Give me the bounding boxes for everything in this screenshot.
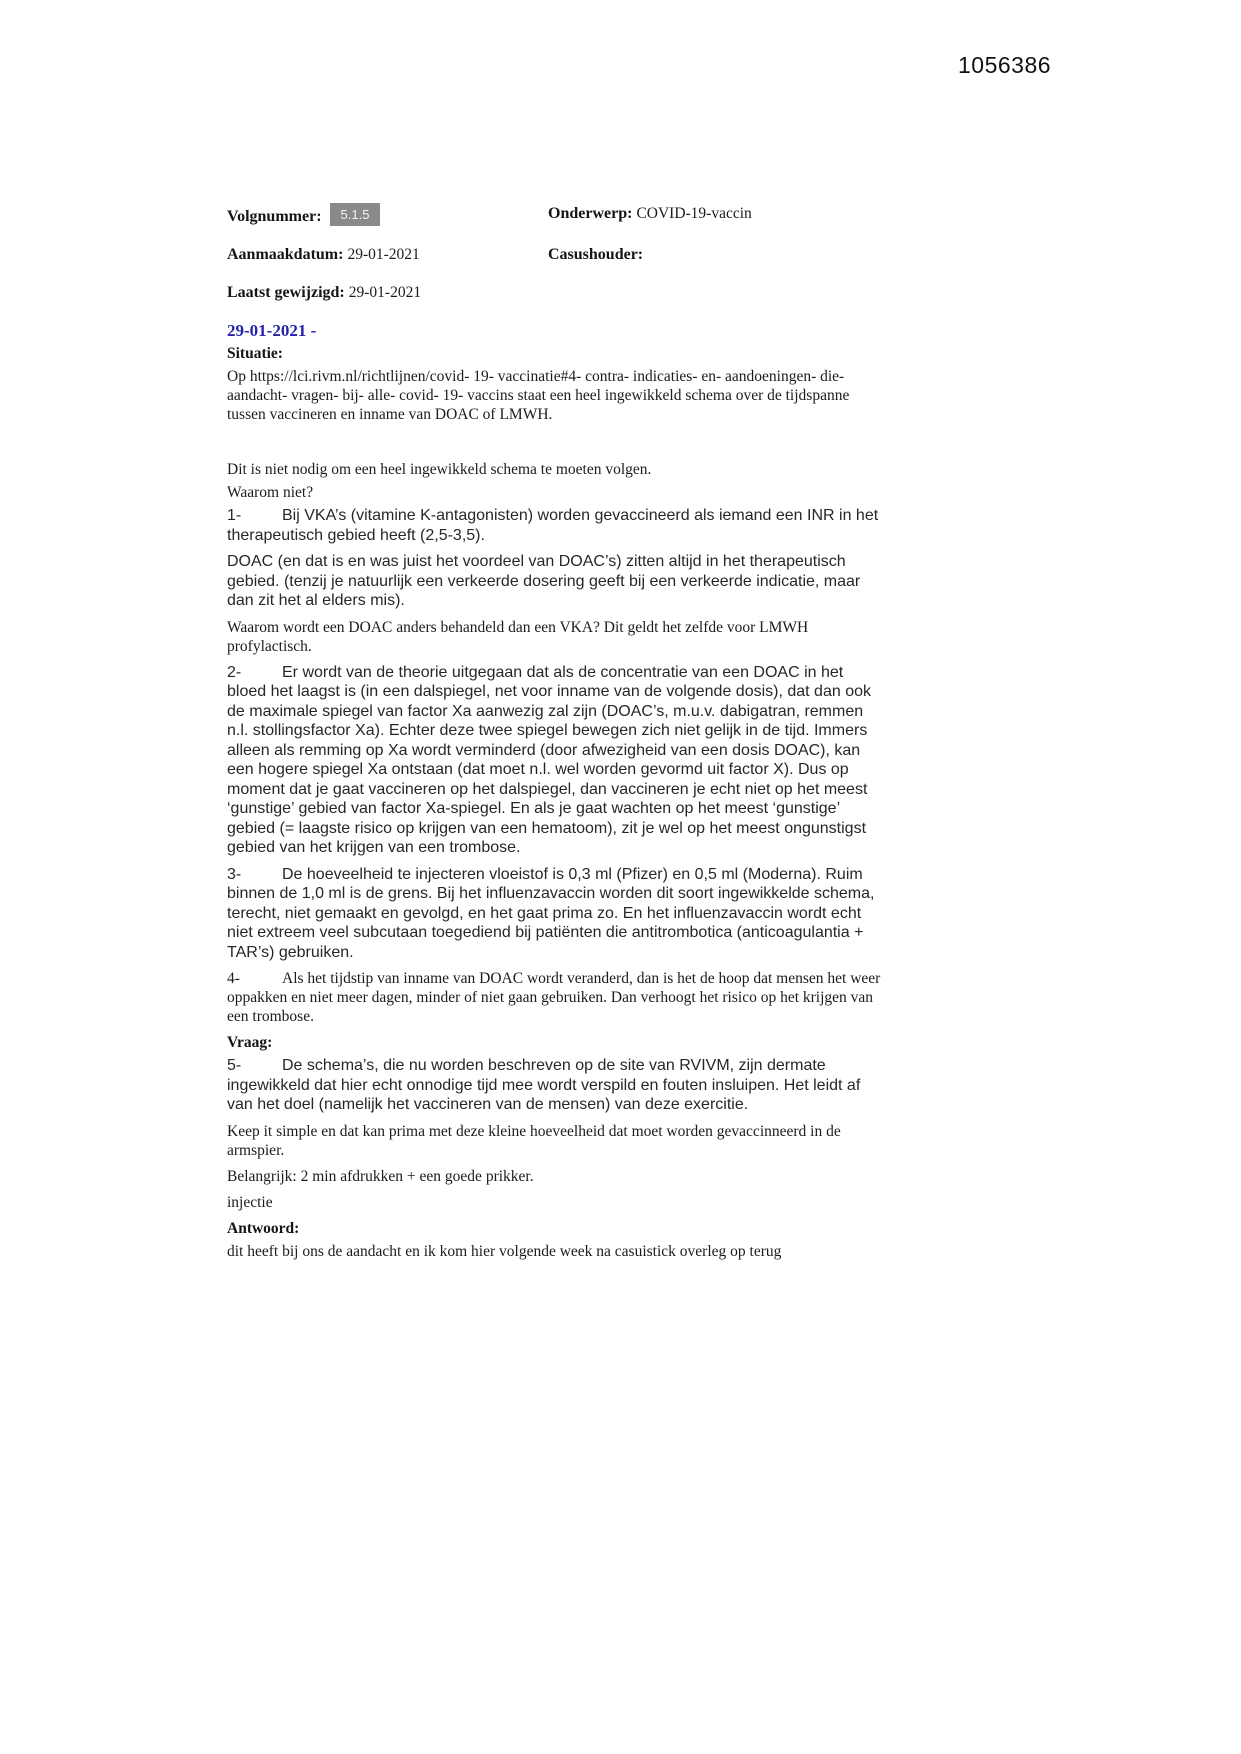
paragraph-text: Als het tijdstip van inname van DOAC wordt veranderd, dan is het de hoop dat mensen het weer oppakken en niet meer dagen, minder of niet gaan gebruiken. Dan verhoogt het risico op het krijgen van een trombose. <box>227 970 881 1025</box>
volgnummer-field <box>227 203 548 228</box>
aanmaakdatum-field <box>227 244 548 266</box>
paragraph-text: Keep it simple en dat kan prima met deze kleine hoeveelheid dat moet worden gevaccinneerd in de armspier. <box>227 1122 841 1159</box>
volgnummer-label: Volgnummer: <box>227 208 322 225</box>
paragraph-belangrijk <box>227 1167 885 1186</box>
laatst-gewijzigd-label: Laatst gewijzigd: <box>227 284 345 301</box>
entry-date-heading: 29-01-2021 - <box>227 321 317 340</box>
antwoord-heading: Antwoord: <box>227 1219 300 1237</box>
paragraph-text: Bij VKA’s (vitamine K-antagonisten) worden gevaccineerd als iemand een INR in het therapeutisch gebied heeft (2,5-3,5). <box>227 507 879 544</box>
paragraph-why-not <box>227 483 885 502</box>
onderwerp-label: Onderwerp: <box>548 205 633 222</box>
laatst-gewijzigd-field <box>227 282 548 304</box>
paragraph-point-5 <box>227 1056 885 1115</box>
list-number: 3- <box>227 865 242 883</box>
aanmaakdatum-label: Aanmaakdatum: <box>227 246 344 263</box>
doc-number: 1056386 <box>958 52 1052 78</box>
vraag-heading: Vraag: <box>227 1034 273 1051</box>
paragraph-keep-it-simple <box>227 1122 885 1160</box>
onderwerp-field <box>548 203 885 228</box>
paragraph-point-4 <box>227 969 885 1026</box>
paragraph-doac <box>227 552 885 611</box>
paragraph-text: De schema’s, die nu worden beschreven op de site van RVIVM, zijn dermate ingewikkeld dat hier echt onnodige tijd mee wordt verspild en fouten insluipen. Het leidt af van het doel (namelijk het vaccineren van de mensen) van deze exercitie. <box>227 1057 861 1113</box>
paragraph-text: Waarom niet? <box>227 484 314 501</box>
paragraph-point-2 <box>227 663 885 858</box>
document-body <box>227 203 885 1268</box>
paragraph-point-3 <box>227 865 885 963</box>
meta-row-2 <box>227 244 885 266</box>
casushouder-field <box>548 244 885 266</box>
paragraph-text: Waarom wordt een DOAC anders behandeld dan een VKA? Dit geldt het zelfde voor LMWH profylactisch. <box>227 618 809 655</box>
volgnummer-badge: 5.1.5 <box>330 203 381 226</box>
casushouder-label: Casushouder: <box>548 246 644 263</box>
paragraph-text: Belangrijk: 2 min afdrukken + een goede prikker. <box>227 1167 534 1185</box>
paragraph-point-1 <box>227 506 885 545</box>
paragraph-injectie <box>227 1193 885 1212</box>
situatie-heading: Situatie: <box>227 345 283 362</box>
list-number: 1- <box>227 507 242 524</box>
list-number: 4- <box>227 970 240 987</box>
list-number: 5- <box>227 1057 242 1074</box>
onderwerp-value: COVID-19-vaccin <box>636 205 752 222</box>
paragraph-text: Op https://lci.rivm.nl/richtlijnen/covid- 19- vaccinatie#4- contra- indicaties- en- aandoeningen- die-aandacht- vragen- bij- alle- covid- 19- vaccins staat een heel ingewikkeld schema over de tijdspanne tussen vaccineren en inname van DOAC of LMWH. <box>227 368 850 423</box>
list-number: 2- <box>227 663 242 681</box>
paragraph-why-different <box>227 618 885 656</box>
paragraph-text: Er wordt van de theorie uitgegaan dat als de concentratie van een DOAC in het bloed het laagst is (in een dalspiegel, net voor inname van de volgende dosis), dat dan ook de maximale spiegel van factor Xa aanwezig zal zijn (DOAC’s, m.u.v. dabigatran, remmen n.l. stollingsfactor Xa). Echter deze twee spiegel bewegen zich niet gelijk in de tijd. Immers alleen als remming op Xa wordt verminderd (door afwezigheid van een dosis DOAC), kan een hogere spiegel Xa ontstaan (dat moet n.l. wel worden gevormd uit factor X). Dus op moment dat je gaat vaccineren op het dalspiegel, dan vaccineren je echt niet op het meest ‘gunstige’ gebied van factor Xa-spiegel. En als je gaat wachten op het meest ‘gunstige’ gebied (= laagste risico op krijgen van een hematoom), zit je wel op het meest ongunstigst gebied van het krijgen van een trombose. <box>227 663 871 856</box>
paragraph-antwoord <box>227 1242 885 1261</box>
paragraph-text: Dit is niet nodig om een heel ingewikkeld schema te moeten volgen. <box>227 461 652 478</box>
meta-row-3 <box>227 282 885 304</box>
paragraph-text: dit heeft bij ons de aandacht en ik kom hier volgende week na casuistick overleg op terug <box>227 1242 782 1260</box>
paragraph-situatie-url <box>227 367 885 424</box>
paragraph-text: DOAC (en dat is en was juist het voordeel van DOAC’s) zitten altijd in het therapeutisch gebied. (tenzij je natuurlijk een verkeerde dosering geeft bij een verkeerde indicatie, maar dan zit het al elders mis). <box>227 553 861 609</box>
meta-row-1 <box>227 203 885 228</box>
meta-block <box>227 203 885 304</box>
aanmaakdatum-value: 29-01-2021 <box>347 246 420 263</box>
paragraph-text: injectie <box>227 1193 273 1211</box>
paragraph-not-needed <box>227 460 885 479</box>
paragraph-text: De hoeveelheid te injecteren vloeistof is 0,3 ml (Pfizer) en 0,5 ml (Moderna). Ruim binnen de 1,0 ml is de grens. Bij het influenzavaccin worden dit soort ingewikkelde schema, terecht, niet gemaakt en gevolgd, en het gaat prima zo. En het influenzavaccin wordt echt niet extreem veel subcutaan toegediend bij patiënten die antitrombotica (anticoagulantia + TAR’s) gebruiken. <box>227 865 875 961</box>
laatst-gewijzigd-value: 29-01-2021 <box>348 284 422 301</box>
